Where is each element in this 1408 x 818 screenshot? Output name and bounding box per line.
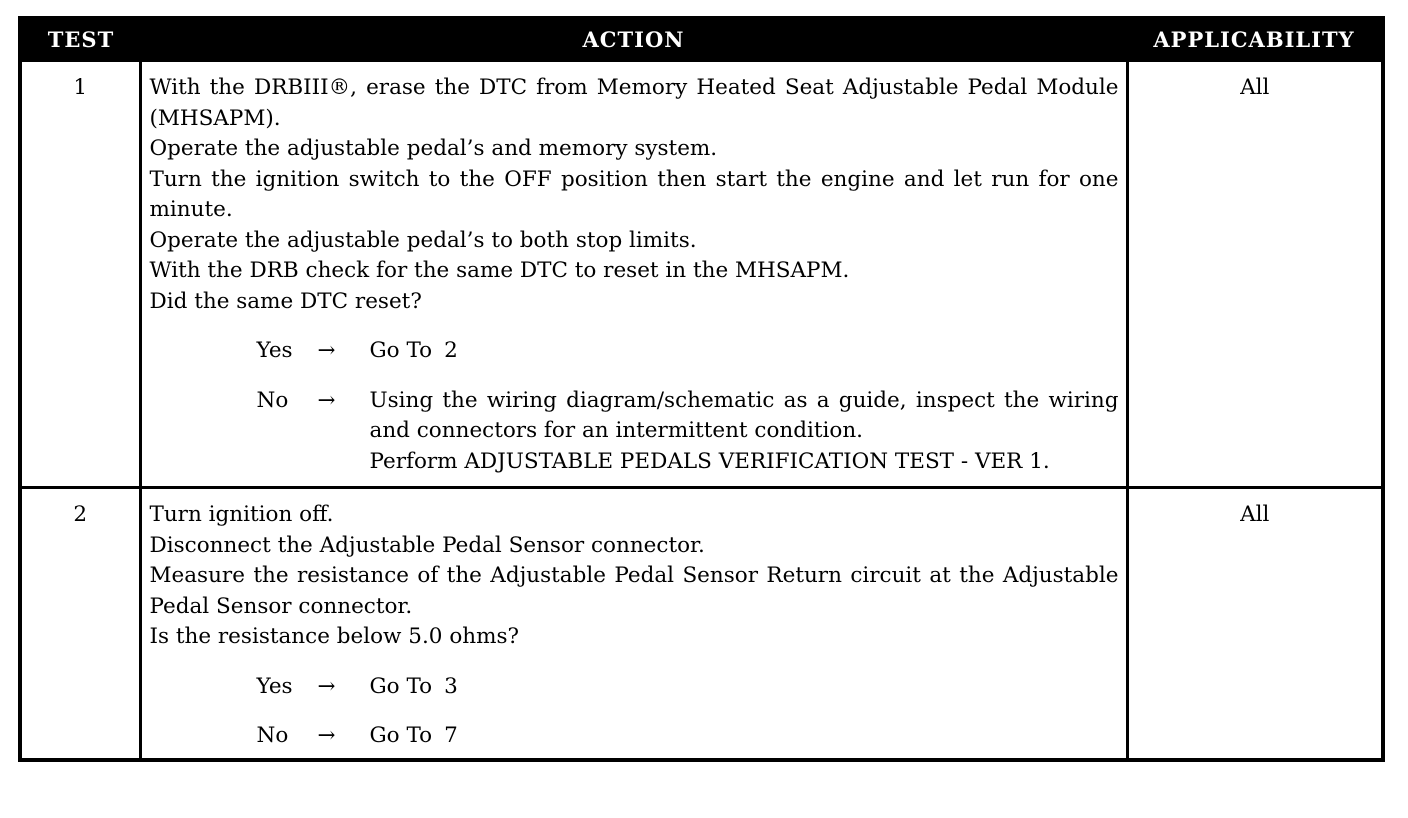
action-cell [140,488,1127,760]
header-applicability: APPLICABILITY [1127,18,1383,61]
goto-text: Go To [369,673,433,699]
action-line: Operate the adjustable pedal’s and memory system. [149,136,718,161]
test-number: 2 [20,488,140,760]
outcome-no [150,721,1119,752]
arrow-right-icon: → [317,723,336,748]
table-header-row [20,18,1383,61]
goto-text: Go To [369,723,433,748]
action-line: Turn the ignition switch to the OFF position then start the engine and let run for one minute. [149,166,1119,222]
outcome-no-label: No [256,387,289,413]
arrow-right-icon: → [317,673,336,699]
action-line: With the DRB check for the same DTC to reset in the MHSAPM. [149,258,850,283]
applicability-value: All [1127,61,1383,488]
action-line: With the DRBIII®, erase the DTC from Memory Heated Seat Adjustable Pedal Module (MHSAPM). [149,75,1119,131]
action-line: Operate the adjustable pedal’s to both stop limits. [149,227,697,253]
table-row [20,488,1383,760]
outcome-yes-label: Yes [256,673,293,699]
header-test: TEST [20,18,140,61]
arrow-right-icon: → [317,338,336,363]
action-line: Turn ignition off. [149,502,334,527]
goto-number: 2 [444,338,458,363]
test-number: 1 [20,61,140,488]
outcome-no-result [370,386,1119,478]
action-cell [140,61,1127,488]
action-line: Is the resistance below 5.0 ohms? [149,624,520,649]
applicability-value: All [1127,488,1383,760]
outcome-no-label: No [256,723,289,748]
outcome-no-result [370,721,1119,752]
outcome-yes-result [370,336,1119,367]
outcome-yes [150,336,1119,367]
goto-number: 7 [444,723,458,748]
action-line: Disconnect the Adjustable Pedal Sensor connector. [149,532,705,558]
outcome-no-line: Using the wiring diagram/schematic as a guide, inspect the wiring and connectors for an intermittent condition. [369,387,1119,443]
action-line: Did the same DTC reset? [149,288,422,314]
outcome-yes-result [370,672,1119,703]
table-row [20,61,1383,488]
diagnostic-test-table [18,16,1385,762]
arrow-right-icon: → [317,387,336,413]
outcome-no [150,386,1119,478]
action-line: Measure the resistance of the Adjustable Pedal Sensor Return circuit at the Adjustable Pedal Sensor connector. [149,563,1119,619]
outcome-yes [150,672,1119,703]
outcome-yes-label: Yes [256,338,293,363]
outcome-no-line: Perform ADJUSTABLE PEDALS VERIFICATION TEST - VER 1. [369,448,1050,474]
header-action: ACTION [140,18,1127,61]
goto-number: 3 [444,673,458,699]
goto-text: Go To [369,338,433,363]
